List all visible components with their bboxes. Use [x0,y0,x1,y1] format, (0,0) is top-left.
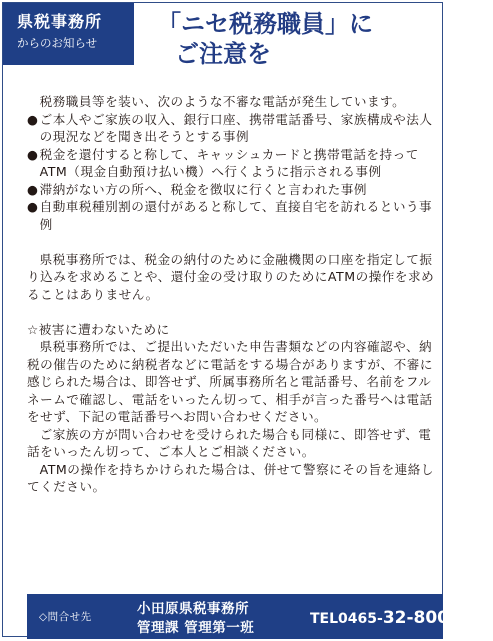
notice-card [2,2,493,637]
badge-title: 県税事務所 [17,12,103,31]
notice-paragraph: 県税事務所では、税金の納付のために金融機関の口座を指定して振り込みを求めることや、還付金の受け取りのためにATMの操作を求めることはありません。 [27,251,435,302]
bullet-icon: ● [27,181,39,197]
tips-paragraph: ATMの操作を持ちかけられた場合は、併せて警察にその旨を連絡してください。 [27,461,434,494]
office-name: 小田原県税事務所 [137,601,249,617]
example-list [27,111,437,234]
badge-subtitle: からのお知らせ [17,36,98,50]
contact-label: ◇問合せ先 [39,611,92,623]
title-line-1: 「ニセ税務職員」に [157,10,373,38]
spacer [27,233,437,251]
tips-paragraph: ご家族の方が問い合わせを受けられた場合も同様に、即答せず、電話をいったん切って、ご本人とご相談ください。 [27,426,432,459]
title-line-2: ご注意を [175,40,271,68]
contact-footer [27,594,493,639]
intro-paragraph: 税務職員等を装い、次のような不審な電話が発生しています。 [39,94,406,109]
header-badge [3,3,134,65]
phone-digits: 32-8000(代) [382,608,493,628]
section-name: 管理課 管理第一班 [137,620,255,636]
bullet-icon: ● [27,199,39,214]
bullet-icon: ● [27,146,39,162]
list-item: ●税金を還付すると称して、キャッシュカードと携帯電話を持ってATM（現金自動預け払い機）へ行くように指示される事例 [27,146,419,179]
phone-prefix: TEL0465- [310,611,383,627]
bullet-icon: ● [27,111,39,127]
tips-heading: ☆被害に遭わないために [27,321,170,337]
phone-number [310,603,493,628]
page-title [157,9,437,69]
spacer [27,303,437,321]
list-item: ●自動車税種別割の還付があると称して、直接自宅を訪れるという事例 [27,199,433,232]
list-item: ●滞納がない方の所へ、税金を徴収に行くと言われた事例 [27,181,367,197]
list-item: ●ご本人やご家族の収入、銀行口座、携帯電話番号、家族構成や法人の現況などを聞き出そうとする事例 [27,111,433,144]
article-body [27,93,437,496]
tips-paragraph: 県税事務所では、ご提出いただいた申告書類などの内容確認や、納税の催告のために納税者などに電話をする場合がありますが、不審に感じられた場合は、即答せず、所属事務所名と電話番号、名前をフルネームで確認し、電話をいったん切って、相手が言った番号へは電話をせず、下記の電話番号へお問い合わせください。 [27,339,433,424]
